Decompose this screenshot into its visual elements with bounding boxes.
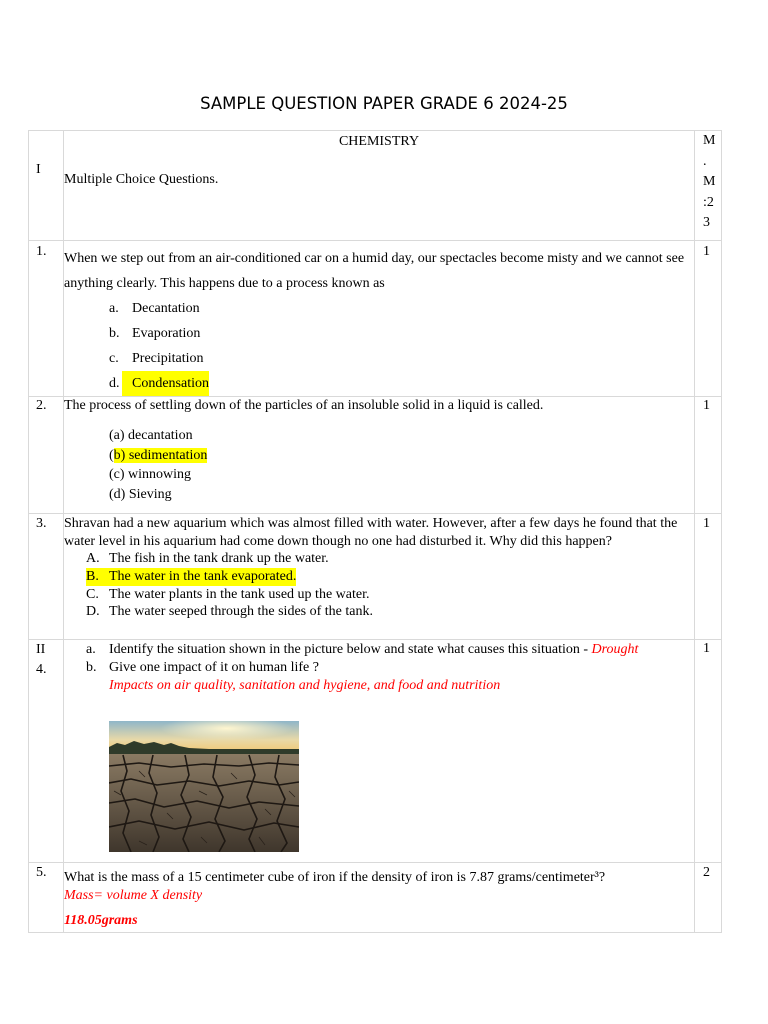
question-marks: 1 (703, 641, 710, 656)
question-text: When we step out from an air-conditioned car on a humid day, our spectacles become misty and we cannot see anything clearly. This happens due to a process known as (64, 251, 685, 291)
answer-text: Drought (591, 642, 639, 657)
option-d: D. The water seeped through the sides of the tank. (86, 604, 373, 620)
option-b: b. Evaporation (109, 326, 201, 341)
question-text: The process of settling down of the particles of an insoluble solid in a liquid is called. (64, 398, 544, 413)
option-list (109, 296, 694, 396)
option-c: C. The water plants in the tank used up the water. (86, 586, 370, 602)
subject-heading: CHEMISTRY (338, 134, 420, 149)
option-c: c. Precipitation (109, 351, 204, 366)
section-number: II (36, 642, 46, 657)
cracked-earth-image (109, 721, 299, 852)
option-a: A. The fish in the tank drank up the water. (86, 551, 329, 566)
table-row-q2 (29, 397, 722, 514)
option-d: (d) Sieving (109, 486, 172, 502)
table-row-q3 (29, 514, 722, 640)
answer-text: Impacts on air quality, sanitation and hygiene, and food and nutrition (109, 678, 501, 693)
table-row-header (29, 131, 722, 241)
option-b-correct: B. The water in the tank evaporated. (86, 568, 297, 584)
question-table (28, 130, 722, 933)
option-list (109, 426, 694, 504)
answer-formula: Mass= volume X density (64, 888, 203, 903)
table-row-q1 (29, 241, 722, 397)
option-d-correct: d. Condensation (109, 371, 694, 396)
option-c: (c) winnowing (109, 467, 192, 482)
max-marks: M . M :2 3 (703, 133, 716, 230)
question-parts (86, 641, 694, 695)
table-row-q5 (29, 863, 722, 933)
part-b: b. Give one impact of it on human life ? (86, 660, 319, 675)
question-marks: 1 (703, 516, 710, 531)
option-list (86, 550, 694, 621)
question-text: Shravan had a new aquarium which was almost filled with water. However, after a few days he found that the water level in his aquarium had come down though no one had disturbed it. Why did this happen? (64, 516, 678, 549)
question-marks: 2 (703, 865, 710, 880)
drought-photo (109, 721, 694, 857)
section-number: I (36, 162, 41, 177)
option-a: a. Decantation (109, 301, 200, 316)
part-a: a. Identify the situation shown in the picture below and state what causes this situation - Drought (86, 642, 639, 657)
section-instruction: Multiple Choice Questions. (64, 172, 219, 187)
paper-title: SAMPLE QUESTION PAPER GRADE 6 2024-25 (200, 94, 568, 113)
question-marks: 1 (703, 244, 710, 259)
question-marks: 1 (703, 398, 710, 413)
answer-value: 118.05grams (64, 913, 138, 928)
question-number: 5. (36, 865, 47, 880)
table-row-q4 (29, 640, 722, 863)
option-a: (a) decantation (109, 428, 193, 443)
question-number: 3. (36, 516, 47, 531)
question-number: 1. (36, 244, 47, 259)
question-text: What is the mass of a 15 centimeter cube of iron if the density of iron is 7.87 grams/centimeter³? (64, 870, 606, 885)
question-number: 4. (36, 662, 47, 677)
option-b-correct: (b) sedimentation (109, 447, 208, 463)
question-number: 2. (36, 398, 47, 413)
